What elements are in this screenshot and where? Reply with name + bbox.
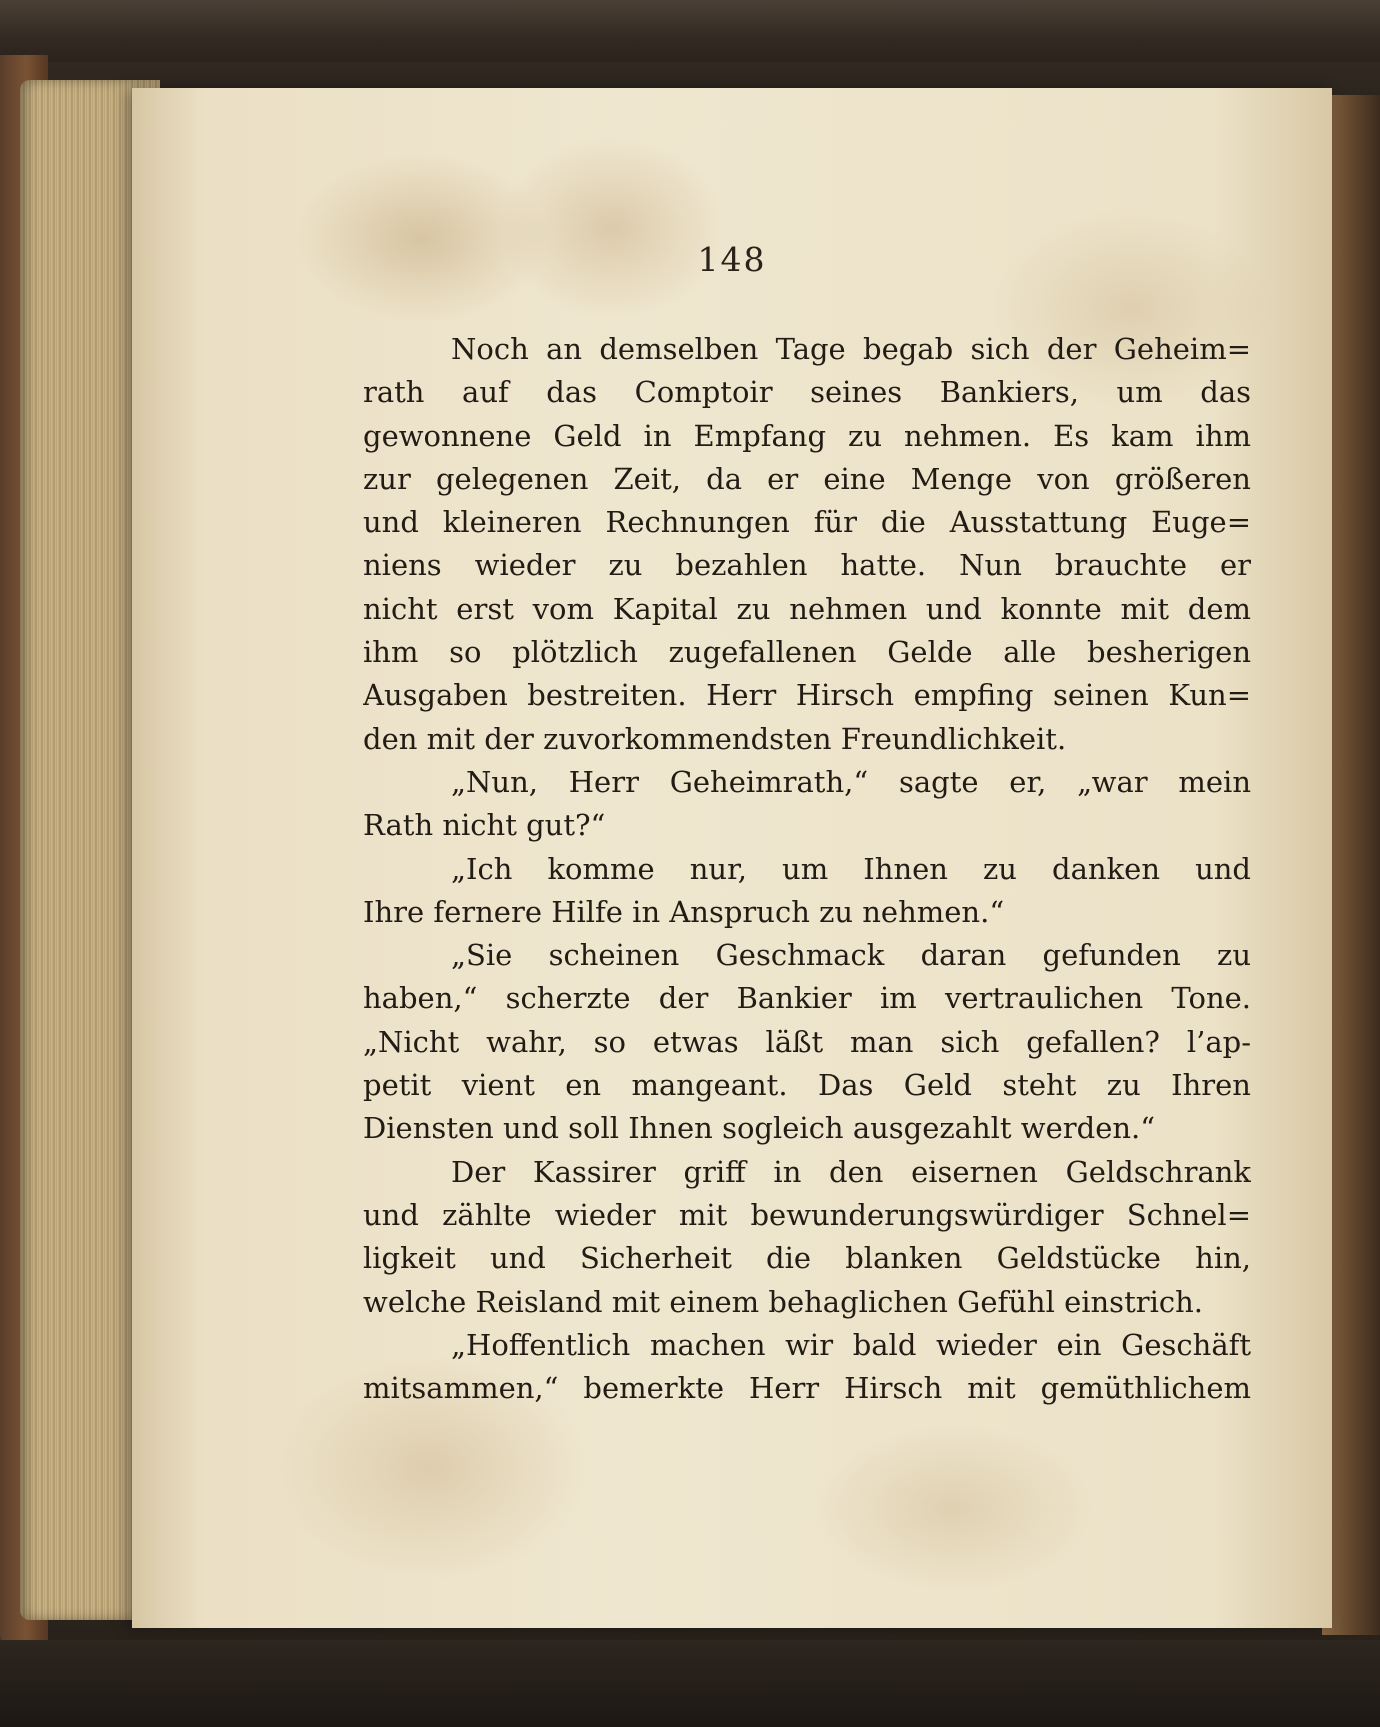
text-line: „Hoffentlich machen wir bald wieder ein Geschäft [451,1327,1251,1362]
text-line: „Sie scheinen Geschmack daran gefunden zu [451,938,1251,973]
text-line: den mit der zuvorkommendsten Freundlichkeit. [363,721,1067,756]
text-line: niens wieder zu bezahlen hatte. Nun brauchte er [363,548,1251,583]
text-line: ligkeit und Sicherheit die blanken Geldstücke hin, [363,1241,1251,1276]
text-line: gewonnene Geld in Empfang zu nehmen. Es kam ihm [363,418,1251,453]
text-line: Ihre fernere Hilfe in Anspruch zu nehmen.“ [363,894,1005,929]
body-text [363,328,1251,1410]
text-line: „Nun, Herr Geheimrath,“ sagte er, „war mein [451,764,1251,799]
text-line: ihm so plötzlich zugefallenen Gelde alle besherigen [363,635,1251,670]
text-line: Ausgaben bestreiten. Herr Hirsch empfing seinen Kun= [363,678,1251,713]
scan-background-bottom [0,1640,1380,1727]
text-line: „Nicht wahr, so etwas läßt man sich gefallen? l’ap- [363,1024,1251,1059]
text-line: und zählte wieder mit bewunderungswürdiger Schnel= [363,1197,1251,1232]
text-line: haben,“ scherzte der Bankier im vertraulichen Tone. [363,981,1251,1016]
text-line: mitsammen,“ bemerkte Herr Hirsch mit gemüthlichem [363,1371,1251,1406]
text-line: petit vient en mangeant. Das Geld steht zu Ihren [363,1068,1251,1103]
text-line: und kleineren Rechnungen für die Ausstattung Euge= [363,505,1251,540]
text-line: Rath nicht gut?“ [363,808,606,843]
book-page [132,88,1332,1628]
text-line: welche Reisland mit einem behaglichen Gefühl einstrich. [363,1284,1203,1319]
text-line: Noch an demselben Tage begab sich der Geheim= [451,332,1251,366]
text-line: rath auf das Comptoir seines Bankiers, um das [363,375,1251,410]
text-line: zur gelegenen Zeit, da er eine Menge von größeren [363,461,1251,496]
scan-background-top [0,0,1380,62]
text-line: Diensten und soll Ihnen sogleich ausgezahlt werden.“ [363,1111,1156,1146]
text-line: nicht erst vom Kapital zu nehmen und konnte mit dem [363,591,1251,626]
page-number: 148 [697,240,767,279]
text-line: Der Kassirer griff in den eisernen Geldschrank [451,1154,1251,1189]
text-line: „Ich komme nur, um Ihnen zu danken und [451,851,1251,886]
